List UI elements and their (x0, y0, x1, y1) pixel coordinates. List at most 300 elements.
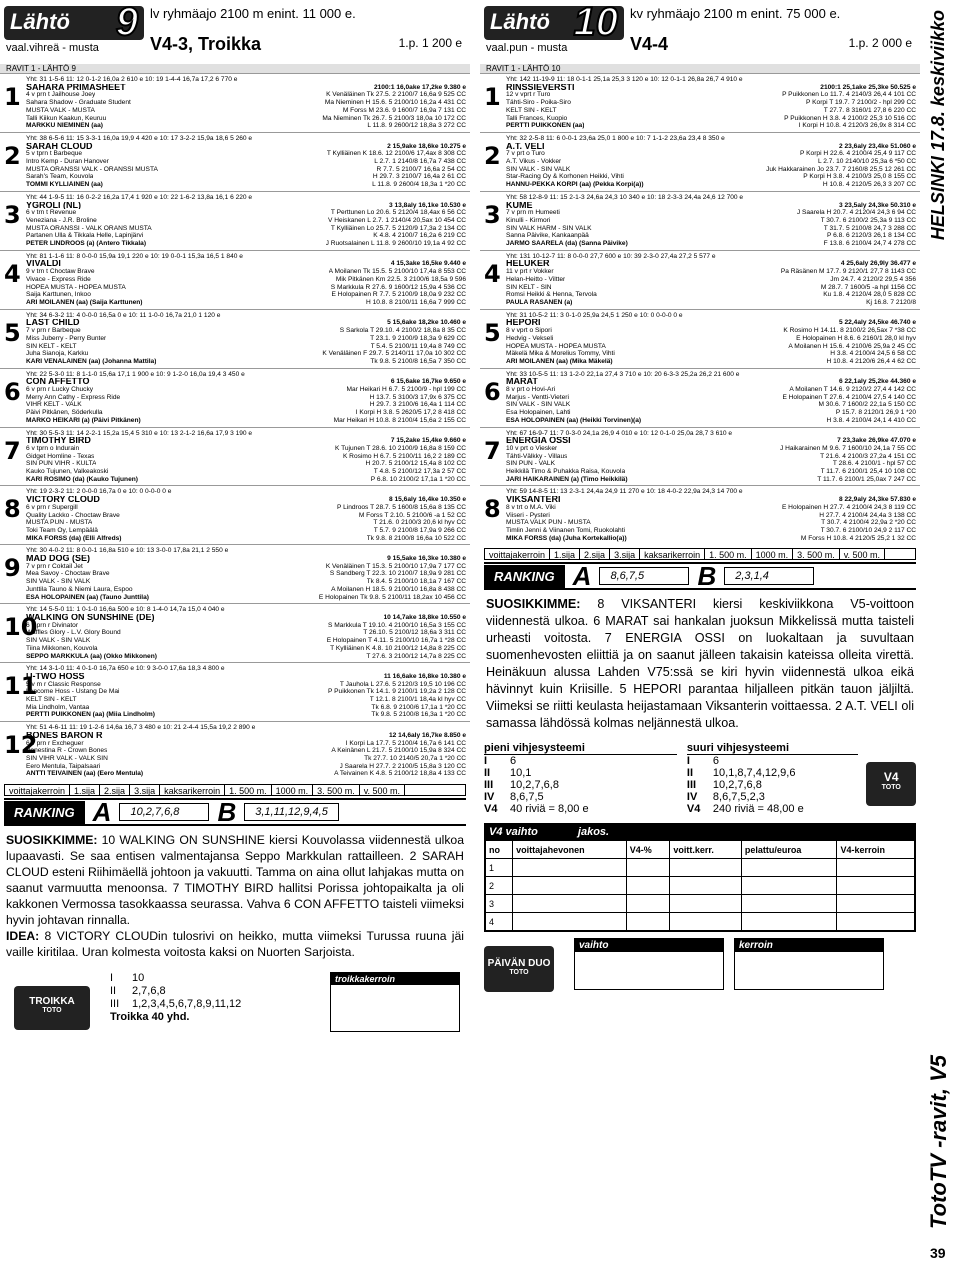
start-line: P Puikkonen Lo 11.7. 4 2140/3 26,4 4 101 CC (782, 91, 916, 99)
horse-record: 7 23,3ake 26,9ke 47.070 e (837, 437, 916, 445)
start-line: H 29.7. 3 2100/7 16,4a 2 61 CC (372, 173, 466, 181)
table-row: 4 (486, 913, 915, 931)
table-header: kaksarikerroin (160, 785, 225, 795)
table-header: 1000 m. (272, 785, 314, 795)
horse-record: 11 16,6ake 16,8ke 10.380 e (383, 672, 466, 680)
large-system: suuri vihjesysteemi I 6 II 10,1,8,7,4,12,9,6 III 10,2,7,6,8 IV 8,6,7,5,2,3 V4 240 riviä = 48,00 e (687, 742, 858, 815)
career-stats: Yht: 33 10-5-5 11: 13 1-2-0 22,1a 27,4 3 710 e 10: 20 6-3-3 25,2a 26,2 21 600 e (506, 370, 740, 378)
horse-name: CON AFFETTO (26, 378, 90, 387)
horse-name: A.T. VELI (506, 142, 545, 151)
colors: SIN KELT - SIN (506, 283, 552, 291)
start-line: Mar Heikari H 10.8. 8 2100/4 15,6a 2 155 CC (333, 416, 466, 424)
start-number: 8 (484, 495, 501, 524)
driver: MIKA FORSS (da) (Juha Kortekallio(a)) (506, 534, 627, 542)
horse-record: 7 15,2ake 15,4ke 9.660 e (390, 437, 466, 445)
horse-name: TIMOTHY BIRD (26, 437, 91, 445)
race-entry (0, 721, 470, 780)
horse-name: KUME (506, 201, 533, 210)
race-entry (0, 191, 470, 250)
career-stats: Yht: 14 3-1-0 11: 4 0-1-0 16,7a 650 e 10: 9 3-0-0 17,6a 18,3 4 800 e (26, 665, 225, 673)
dam-line: Tähti-Siro - Poika-Siro (506, 99, 571, 107)
dam-line: Kinulli - Kirmori (506, 216, 551, 224)
start-number: 4 (484, 259, 501, 288)
driver: ESA HOLOPAINEN (aa) (Heikki Torvinen)(a) (506, 416, 642, 424)
start-number: 12 (4, 731, 38, 760)
start-line: A Moilanen H 15.6. 4 2100/6 25,9a 2 45 CC (788, 342, 916, 350)
ranking-label: RANKING (4, 801, 85, 824)
start-line: M 30.6. 7 1600/2 22,1a 5 150 CC (818, 401, 916, 409)
colors: MUSTA PUN - MUSTA (26, 519, 93, 527)
start-line: M Forss H 10.8. 4 2120/5 25,2 1 32 CC (800, 534, 916, 542)
start-line: K Venäläinen F 29.7. 5 2140/11 17,0a 10 302 CC (322, 350, 466, 358)
table-row: 1 (486, 859, 915, 877)
start-line: I Korpi La 17.7. 5 2100/4 16,7a 6 141 CC (345, 739, 466, 747)
small-system: pieni vihjesysteemi I 6 II 10,1 III 10,2,7,6,8 IV 8,6,7,5 V4 40 riviä = 8,00 e (484, 742, 677, 815)
start-line: K Venäläinen T 15.3. 5 2100/10 17,9a 7 177 CC (325, 562, 466, 570)
start-line: H 20.7. 5 2100/12 15,4a 8 102 CC (365, 460, 466, 468)
colors: KELT SIN - KELT (26, 696, 77, 704)
pedigree: 6 v trn t Revenue (26, 209, 77, 217)
race-title: lv ryhmäajo 2100 m enint. 11 000 e. (150, 6, 356, 21)
driver: MARKO HEIKARI (a) (Päivi Pitkänen) (26, 416, 141, 424)
rank-a-label: A (92, 796, 112, 827)
first-prize: 1.p. 1 200 e (398, 36, 462, 50)
horse-record: 2100:1 25,1ake 25,3ke 50.525 e (820, 83, 916, 91)
horse-record: 3 23,5aly 24,3ke 50.310 e (839, 201, 916, 209)
start-line: H 3.8. 4 2100/4 24,1 4 410 CC (826, 416, 916, 424)
start-line: I Korpi H 3.8. 5 2620/5 17,2 8 418 CC (355, 409, 466, 417)
driver: PAULA RÄSÄNEN (a) (506, 298, 573, 306)
race-title: kv ryhmäajo 2100 m enint. 75 000 e. (630, 6, 841, 21)
start-line: T 4.8. 5 2100/12 17,3a 2 57 CC (373, 468, 466, 476)
troikka-section (0, 972, 470, 1042)
dam-line: Sahara Shadow - Graduate Student (26, 99, 131, 107)
dam-line: Intro Kemp - Duran Hanover (26, 158, 109, 166)
dam-line: Marjus - Ventti-Vieteri (506, 393, 569, 401)
duo-kerroin-box: kerroin (734, 938, 884, 990)
career-stats: Yht: 67 16-9-7 11: 7 0-3-0 24,1a 26,9 4 010 e 10: 12 0-1-0 25,0a 28,7 3 610 e (506, 429, 733, 437)
start-line: T 30.7. 4 2100/4 22,9a 2 *20 CC (821, 519, 916, 527)
start-line: E Holopainen H 8.6. 6 2160/1 28,0 kl hyv (796, 334, 916, 342)
table-header: 2.sija (100, 785, 130, 795)
start-line: T 26.10. 5 2100/12 18,6a 3 311 CC (363, 629, 466, 637)
table-header: voittajakerroin (5, 785, 70, 795)
driver: PERTTI PUIKKONEN (aa) (506, 122, 585, 130)
system-row: III 10,2,7,6,8 (686, 779, 762, 792)
horse-record: 2100:1 16,0ake 17,2ke 9.380 e (373, 83, 466, 91)
career-stats: Yht: 31 10-5-2 11: 3 0-1-0 25,9a 24,5 1 250 e 10: 0 0-0-0 0 e (506, 311, 683, 319)
dam-line: Lancome Hoss - Ustang De Mai (26, 688, 120, 696)
race-entry (0, 250, 470, 309)
start-line: Ma Nieminen Tk 26.7. 5 2100/3 18,0a 10 172 CC (322, 114, 466, 122)
colors: SIN VIHR VALK - VALK SIN (26, 754, 108, 762)
result-table (4, 784, 466, 796)
vaihto-title: V4 vaihto (489, 826, 538, 839)
pedigree: 4 v prn t Jailhouse Joey (26, 91, 96, 99)
owner: Kauko Tujunen, Valkeakoski (26, 468, 109, 476)
start-line: M Forss T 2.10. 5 2100/6 -a 1 52 CC (358, 511, 466, 519)
dam-line: Waffles Glory - L.V. Glory Bound (26, 629, 121, 637)
driver: KARI VENÄLÄINEN (aa) (Johanna Mattila) (26, 357, 157, 365)
start-line: T 12.1. 8 2100/1 18,4a kl hyv CC (369, 696, 466, 704)
start-line: P Korpi H 22.6. 4 2100/4 25,4 9 117 CC (800, 150, 916, 158)
system-row: V4 40 riviä = 8,00 e (484, 803, 589, 816)
ranking (4, 798, 466, 826)
start-line: E Holopainen T 4.11. 5 2100/10 16,7a 1 *28 CC (326, 637, 466, 645)
start-line: Mar Heikari H 6.7. 5 2100/9 - hpl 199 CC (346, 386, 466, 394)
horse-record: 12 14,6aly 16,7ke 8.850 e (389, 731, 466, 739)
start-line: K Rosimo H 6.7. 5 2100/11 16,2 2 189 CC (342, 452, 466, 460)
start-line: M 28.7. 7 1600/5 -a hpl 1156 CC (820, 283, 916, 291)
rank-b-label: B (217, 796, 237, 827)
troikka-kerroin-box: troikkakerroin (330, 972, 460, 1032)
owner: Talli Kiikun Kaakun, Keuruu (26, 114, 107, 122)
result-table (484, 548, 916, 560)
start-line: A Moilanen T 14.6. 9 2120/2 27,4 4 142 CC (789, 386, 916, 394)
start-line: Tk 8.4. 5 2100/10 18,1a 7 167 CC (366, 578, 466, 586)
dam-line: Tähti-Välkky - Villaus (506, 452, 568, 460)
start-line: J Haikarainen M 9.6. 7 1600/10 24,1a 7 55 CC (780, 444, 916, 452)
start-line: T 30.7. 6 2100/2 25,3a 9 113 CC (820, 216, 916, 224)
driver: ARI MOILANEN (aa) (Saija Karttunen) (26, 298, 143, 306)
start-line: L 11.8. 9 2600/12 18,8a 3 272 CC (367, 122, 466, 130)
pedigree: 6 v prn r Divinator (26, 621, 79, 629)
driver: ANTTI TEIVAINEN (aa) (Eero Mentula) (26, 770, 144, 778)
start-number: 1 (484, 83, 501, 111)
horse-record: 6 15,6ake 16,7ke 9.650 e (390, 378, 466, 386)
start-line: A Moilanen Tk 15.5. 5 2100/10 17,4a 8 553 CC (328, 268, 466, 276)
start-line: S Markkula T 19.10. 4 2100/10 16,5a 3 155 CC (328, 621, 466, 629)
owner: Mäkelä Mika & Morelius Tommy, Vihti (506, 350, 615, 358)
table-header: 1. 500 m. (225, 785, 272, 795)
start-line: S Sarkola T 29.10. 4 2100/2 18,8a 8 35 CC (339, 327, 466, 335)
start-number: 7 (4, 436, 21, 465)
pedigree: 8 v trt o M.A. Viki (506, 503, 556, 511)
pedigree: 6 v prn r Supergill (26, 503, 78, 511)
owner: Mia Lindholm, Vantaa (26, 703, 90, 711)
pedigree: 7 v prn r Barbeque (26, 327, 81, 335)
start-number: 2 (4, 141, 21, 170)
start-number: 6 (4, 377, 21, 406)
career-stats: Yht: 30 5-5-3 11: 14 2-2-1 15,2a 15,4 5 310 e 10: 13 2-1-2 16,6a 17,9 3 190 e (26, 429, 253, 437)
start-line: P Lindroos T 28.7. 5 1600/8 15,6a 8 135 CC (336, 503, 466, 511)
pedigree: 6 v tprn o Indurain (26, 444, 80, 452)
owner: Saija Karttunen, Inkoo (26, 291, 91, 299)
driver: MARKKU NIEMINEN (aa) (26, 122, 103, 130)
system-row: I 6 (686, 755, 720, 768)
dam-line: Gidget Homline - Texas (26, 452, 95, 460)
start-line: T 30.7. 6 2100/10 24,9 2 117 CC (820, 526, 916, 534)
start-line: Tk 6.8. 9 2100/6 17,1a 1 *20 CC (371, 703, 466, 711)
driver: KARI ROSIMO (da) (Kauko Tujunen) (26, 475, 138, 483)
race-entry (0, 544, 470, 603)
start-number: 2 (484, 141, 501, 170)
career-stats: Yht: 32 2-5-8 11: 6 0-0-1 23,6a 25,0 1 800 e 10: 7 1-1-2 23,6a 23,4 8 350 e (506, 134, 725, 142)
race-entry (480, 368, 920, 427)
race-entry (480, 427, 920, 486)
colors: VIHR KELT - VALK (26, 401, 82, 409)
table-header: voittajakerroin (485, 549, 550, 559)
driver: PERTTI PUIKKONEN (aa) (Miia Lindholm) (26, 711, 155, 719)
career-stats: Yht: 14 5-5-0 11: 1 0-1-0 16,6a 500 e 10: 8 1-4-0 14,7a 15,0 4 040 e (26, 606, 225, 614)
owner: Romsi Heikki & Henna, Tervola (506, 291, 597, 299)
colors: SIN VALK - SIN VALK (26, 578, 91, 586)
start-line: T Perttunen Lo 20.6. 5 2120/4 18,4ax 6 56 CC (330, 209, 466, 217)
start-line: H 13.7. 5 3100/3 17,9x 6 375 CC (369, 393, 466, 401)
driver: TOMMI KYLLIÄINEN (aa) (26, 181, 103, 189)
system-row: I 6 (484, 755, 517, 768)
lahto-label: RAVIT 1 - LÄHTÖ 9 (0, 64, 470, 73)
start-line: H 10.8. 8 2100/11 16,6a 7 999 CC (366, 298, 466, 306)
horse-name: ENERGIA OSSI (506, 437, 571, 445)
v4-badge: V4 TOTO (866, 762, 916, 806)
career-stats: Yht: 31 1-5-6 11: 12 0-1-2 16,0a 2 610 e 10: 19 1-4-4 16,7a 17,2 6 770 e (26, 76, 238, 83)
owner: Talli Frances, Kuopio (506, 114, 568, 122)
dam-line: Hedvig - Vekseli (506, 334, 554, 342)
owner: Junttila Tauno & Niemi Laura, Espoo (26, 585, 133, 593)
rank-a-label: A (572, 560, 592, 591)
start-line: T Kylliäinen Lo 25.7. 5 2120/9 17,3a 2 134 CC (330, 224, 466, 232)
start-line: K Rosimo H 14.11. 8 2100/2 26,5ax 7 *38 CC (783, 327, 916, 335)
career-stats: Yht: 22 5-3-0 11: 8 1-1-0 15,6a 17,1 1 900 e 10: 9 1-2-0 16,0a 19,4 3 450 e (26, 370, 245, 378)
lahto-logo: Lähtö 10 (484, 6, 624, 40)
colors: HOPEA MUSTA - HOPEA MUSTA (26, 283, 126, 291)
favorites-text: SUOSIKKIMME: 10 WALKING ON SUNSHINE kiersi Kouvolassa viidennestä ulkoa lupaavasti. Se saa entisen valmentajansa Seppo Markkulan rattailleen. 2 SARAH CLOUD esteni Riihimäellä johtoon ja vakuutti. Tamma on aina ollut lahjakas mutta on saanut varmuutta menoonsa. 7 TIMOTHY BIRD hallitsi Porissa johtopaikalta ja oli kakkonen Vermossa tasokkaassa seurassa. Vahva 6 CON AFFETTO taisteli viimeksi hyvin johtavan rinnalla. IDEA: 8 VICTORY CLOUDin tulosrivi on heikko, mutta viimeksi Turussa ruuna jäi vaille kiritilaa. Uran kolmesta voitosta kaksi on Nuorten Sarjoista. (6, 833, 464, 960)
dam-line: Miss Juberry - Perry Bunter (26, 334, 107, 342)
pedigree: 7 v prt o Turo (506, 150, 545, 158)
start-line: T 5.4. 5 2100/11 19,4a 8 749 CC (370, 342, 466, 350)
table-header: 3. 500 m. (313, 785, 360, 795)
race-entry (0, 368, 470, 427)
colors: SIN VALK - SIN VALK (26, 637, 91, 645)
dam-line: Vivace - Express Ride (26, 275, 91, 283)
dam-line: Veneziana - J.R. Broline (26, 216, 97, 224)
start-line: I Korpi H 10.8. 4 2120/3 26,9x 8 314 CC (798, 122, 916, 130)
driver: JARI HAIKARAINEN (a) (Timo Heikkilä) (506, 475, 628, 483)
owner: Timlin Jenni & Viinanen Tomi, Ruokolahti (506, 526, 625, 534)
colors: MUSTA ORANSSI - VALK ORANS MUSTA (26, 224, 152, 232)
start-number: 8 (4, 495, 21, 524)
career-stats: Yht: 44 1-9-5 11: 16 0-2-2 16,2a 17,4 1 920 e 10: 22 1-6-2 13,8a 16,1 6 220 e (26, 193, 253, 201)
start-line: Tk 27.7. 10 2140/5 20,7a 1 *20 CC (364, 754, 466, 762)
race-10-column (480, 0, 920, 1008)
table-header: 3.sija (610, 549, 640, 559)
horse-name: SARAH CLOUD (26, 142, 93, 151)
start-line: T Kylliäinen K 18.6. 12 2100/6 17,4ax 8 308 CC (326, 150, 466, 158)
colors: SIN PUN - VALK (506, 460, 555, 468)
race-entry (0, 662, 470, 721)
race-entry (0, 309, 470, 368)
horse-name: HELUKER (506, 260, 550, 269)
table-header: 1. 500 m. (705, 549, 752, 559)
colors: SIN VALK - SIN VALK (506, 401, 571, 409)
race-header (480, 0, 920, 64)
owner: Sanna Päivike, Kankaanpää (506, 232, 589, 240)
horse-name: MAD DOG (SE) (26, 555, 90, 563)
colors: SIN VALK - SIN VALK (506, 165, 571, 173)
start-line: A Moilanen H 18.5. 9 2100/10 16,8a 8 438 CC (331, 585, 466, 593)
start-line: T 5.7. 9 2100/8 17,9a 9 266 CC (373, 526, 466, 534)
start-line: L 2.7. 10 2140/10 25,3a 6 *50 CC (817, 158, 916, 166)
career-stats: Yht: 142 11-19-9 11: 18 0-1-1 25,1a 25,3 3 120 e 10: 12 0-1-1 26,8a 26,7 4 910 e (506, 76, 743, 83)
horse-record: 8 22,9aly 24,3ke 57.830 e (839, 496, 916, 504)
table-header: 1.sija (70, 785, 100, 795)
career-stats: Yht: 38 6-5-6 11: 15 3-3-1 16,0a 19,9 4 420 e 10: 17 3-2-2 15,9a 18,6 5 260 e (26, 134, 253, 142)
start-line: T 21.6. 0 2100/3 20,6 kl hyv CC (373, 519, 466, 527)
pedigree: 6 v prn r Lucky Chucky (26, 386, 94, 394)
owner: Sarah's Team, Kouvola (26, 173, 94, 181)
table-header: 3.sija (130, 785, 160, 795)
v4-systems (484, 742, 916, 815)
horse-name: U-TWO HOSS (26, 672, 85, 681)
start-line: T 11.7. 6 2100/1 25,4 10 108 CC (820, 468, 916, 476)
table-row: 2 (486, 877, 915, 895)
start-line: J Ruotsalainen L 11.8. 9 2600/10 19,1a 4 92 CC (325, 240, 466, 248)
page-number: 39 (930, 1245, 946, 1261)
table-header: V4-kerroin (837, 841, 915, 859)
start-line: H 10.8. 4 2120/5 26,3 3 207 CC (822, 181, 916, 189)
table-header: 1.sija (550, 549, 580, 559)
start-line: Tk 9.8. 5 2100/8 16,3a 1 *20 CC (371, 711, 466, 719)
rank-b-value: 3,1,11,12,9,4,5 (244, 803, 339, 821)
start-number: 6 (484, 377, 501, 406)
owner: Esa Holopainen, Lahti (506, 409, 571, 417)
start-line: Ku 1.8. 4 2120/4 28,0 5 828 CC (823, 291, 916, 299)
system-row: IV 8,6,7,5,2,3 (686, 791, 765, 804)
race-entry (480, 132, 920, 191)
start-line: Jm 24.7. 4 2120/2 29,5 4 356 (830, 275, 916, 283)
table-header: voittajahevonen (513, 841, 627, 859)
dam-line: Quality Lackko - Choctaw Brave (26, 511, 120, 519)
start-line: P 15.7. 8 2120/1 26,9 1 *20 (835, 409, 916, 417)
race-entry (480, 485, 920, 544)
start-line: S Markkula R 27.6. 9 1600/12 15,9a 4 536 CC (330, 283, 466, 291)
race-header (0, 0, 470, 64)
table-row: 3 (486, 895, 915, 913)
start-line: Tk 9.8. 8 2100/8 16,6a 10 522 CC (366, 534, 466, 542)
race-entry (480, 73, 920, 132)
start-number: 5 (484, 318, 501, 347)
troikka-badge: TROIKKA TOTO (14, 986, 90, 1030)
table-header: V4-% (626, 841, 670, 859)
table-header: kaksarikerroin (640, 549, 705, 559)
rank-b-value: 2,3,1,4 (724, 567, 814, 585)
race-list (480, 73, 920, 544)
colors: MUSTA ORANSSI VALK - ORANSSI MUSTA (26, 165, 158, 173)
start-line: T 31.7. 5 2100/8 24,7 3 288 CC (823, 224, 916, 232)
horse-record: 6 22,1aly 25,2ke 44.360 e (839, 378, 916, 386)
dam-line: Mea Savoy - Choctaw Brave (26, 570, 110, 578)
horse-name: YGROLI (NL) (26, 201, 81, 210)
driver: HANNU-PEKKA KORPI (aa) (Pekka Korpi(a)) (506, 181, 644, 189)
colors: KELT SIN - KELT (506, 106, 557, 114)
start-line: R 7.7. 5 2100/7 16,6a 2 54 CC (376, 165, 466, 173)
start-line: Ma Nieminen H 15.6. 5 2100/10 16,2a 4 431 CC (324, 99, 466, 107)
system-row: II 10,1,8,7,4,12,9,6 (686, 767, 796, 780)
owner: Tiina Mikkonen, Kouvola (26, 644, 98, 652)
system-row: IV 8,6,7,5 (484, 791, 544, 804)
ranking-label: RANKING (484, 565, 565, 588)
horse-name: RINSSIEVERSTI (506, 83, 575, 92)
dam-line: Merry Ann Cathy - Express Ride (26, 393, 121, 401)
table-header: no (486, 841, 513, 859)
start-line: T 23.1. 9 2100/9 18,3a 9 629 CC (370, 334, 466, 342)
owner: Päivi Pitkänen, Söderkulla (26, 409, 103, 417)
race-entry (0, 485, 470, 544)
start-line: E Holopainen R 7.7. 5 2100/9 18,0a 9 232 CC (331, 291, 466, 299)
start-line: K Tujunen T 28.6. 10 2100/9 16,8a 8 159 CC (335, 444, 466, 452)
start-line: Pa Räsänen M 17.7. 9 2120/1 27,7 8 1143 CC (780, 268, 916, 276)
horse-name: WALKING ON SUNSHINE (DE) (26, 614, 155, 622)
vaihto-table (485, 840, 915, 931)
start-line: T Kylliäinen K 4.8. 10 2100/12 14,8a 8 225 CC (330, 644, 466, 652)
troikka-picks: I 10 II 2,7,6,8 III 1,2,3,4,5,6,7,8,9,11,12 Troikka 40 yhd. (110, 972, 242, 1024)
table-header: 3. 500 m. (793, 549, 840, 559)
start-number: 9 (4, 554, 21, 583)
horse-name: MARAT (506, 378, 538, 387)
start-number: 11 (4, 672, 38, 701)
colors: SIN KELT - KELT (26, 342, 77, 350)
start-line: P 6.8. 6 2120/3 26,1 8 134 CC (827, 232, 916, 240)
driver: ARI MOILANEN (aa) (Mika Mäkelä) (506, 357, 613, 365)
start-number: 7 (484, 436, 501, 465)
pedigree: 8 v prt o Hovi-Ari (506, 386, 556, 394)
start-line: T 11.7. 6 2100/1 25,0ax 7 247 CC (817, 475, 916, 483)
start-line: Juk Hakkarainen Jo 23.7. 7 2160/8 25,5 12 261 CC (766, 165, 916, 173)
pedigree: 7 v prn m Humeeti (506, 209, 560, 217)
start-number: 10 (4, 613, 38, 642)
career-stats: Yht: 81 1-1-6 11: 8 0-0-0 15,9a 19,1 220 e 10: 19 0-0-1 15,3a 16,5 1 840 e (26, 252, 243, 260)
horse-record: 3 13,8aly 16,1ke 10.530 e (389, 201, 466, 209)
duo-section (484, 938, 916, 1008)
race-entry (0, 603, 470, 662)
start-line: L 2.7. 1 2140/8 16,7a 7 438 CC (374, 158, 466, 166)
horse-record: 5 15,6ake 18,2ke 10.460 e (387, 319, 466, 327)
race-entry (0, 73, 470, 132)
rank-b-label: B (697, 560, 717, 591)
publication-title: TotoTV -ravit, V5 (926, 1055, 951, 1229)
start-line: Tk 9.8. 5 2100/8 16,5a 7 350 CC (370, 357, 466, 365)
start-line: T 21.6. 4 2100/3 27,2a 4 151 CC (820, 452, 916, 460)
start-line: A Teivainen K 4.8. 5 2100/12 18,8a 4 133 CC (334, 770, 466, 778)
horse-record: 8 15,6aly 16,4ke 10.350 e (389, 496, 466, 504)
driver: ESA HOLOPAINEN (aa) (Tauno Junttila) (26, 593, 149, 601)
system-row: V4 240 riviä = 48,00 e (686, 803, 804, 816)
color-label: vaal.vihreä - musta (6, 42, 99, 54)
career-stats: Yht: 59 14-8-5 11: 13 2-3-1 24,4a 24,9 11 270 e 10: 18 4-0-2 22,9a 24,3 14 700 e (506, 488, 743, 496)
v4-vaihto (484, 823, 916, 932)
driver: SEPPO MARKKULA (aa) (Okko Mikkonen) (26, 652, 157, 660)
table-header: 1000 m. (752, 549, 794, 559)
horse-record: 4 25,6aly 26,9ly 36.477 e (840, 260, 916, 268)
table-header: pelattu/euroa (741, 841, 837, 859)
date-header: HELSINKI 17.8. keskiviikko (928, 10, 948, 241)
game-type: V4-3, Troikka (150, 34, 262, 54)
dam-line: Helan-Heitto - Viltter (506, 275, 566, 283)
start-line: T 28.6. 4 2100/1 - hpl 57 CC (832, 460, 916, 468)
horse-name: SAHARA PRIMASHEET (26, 83, 126, 92)
career-stats: Yht: 131 10-12-7 11: 8 0-0-0 27,7 600 e 10: 39 2-3-0 27,4a 27,2 5 577 e (506, 252, 716, 260)
pedigree: 10 v prt o Viesker (506, 444, 558, 452)
pedigree: 12 v vprt r Turo (506, 91, 551, 99)
owner: Partanen Ulla & Tikkala Helle, Lapinjärvi (26, 232, 144, 240)
table-header: voitt.kerr. (670, 841, 742, 859)
start-line: F 13.8. 6 2100/4 24,7 4 278 CC (823, 240, 916, 248)
colors: SIN VALK HARM - SIN VALK (506, 224, 592, 232)
start-line: L 11.8. 9 2600/4 18,3a 1 *20 CC (372, 181, 466, 189)
race-entry (480, 309, 920, 368)
race-entry (480, 191, 920, 250)
